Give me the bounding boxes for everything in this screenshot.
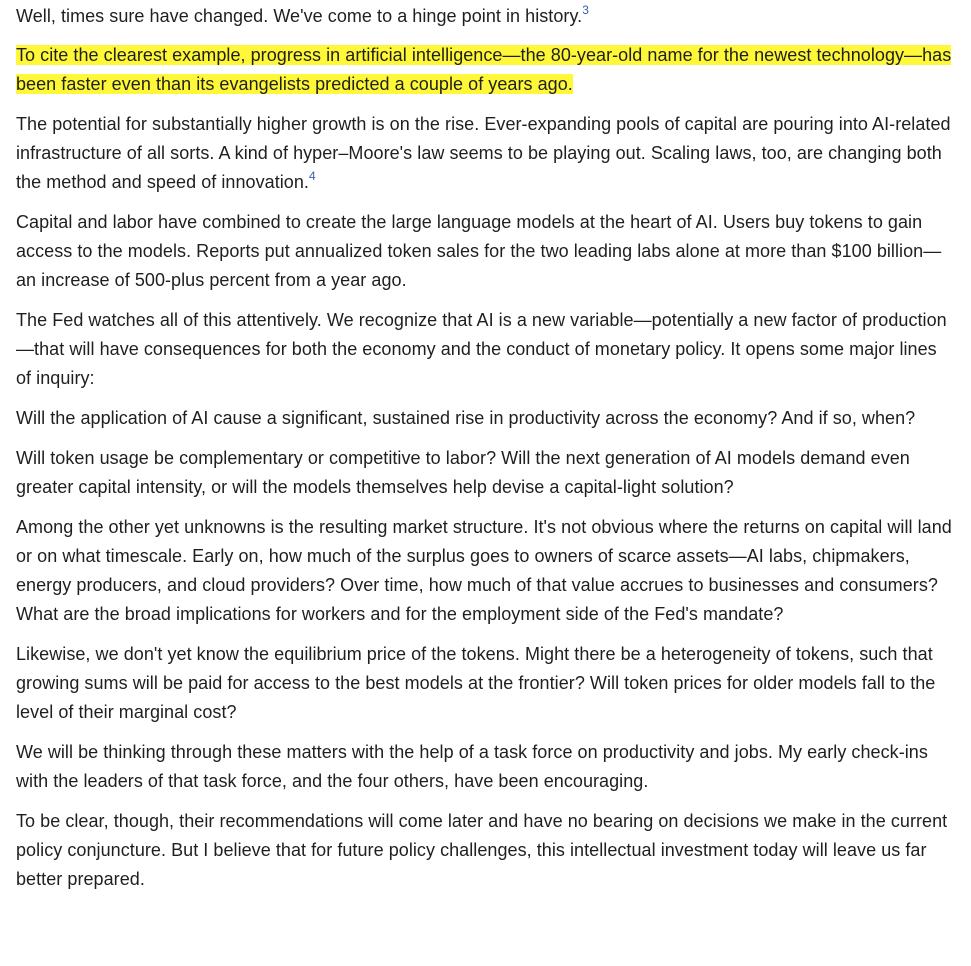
highlighted-text: To cite the clearest example, progress in artificial intelligence—the 80-year-old name for the newest technology—has been faster even than its evangelists predicted a couple of years ago. — [16, 45, 952, 94]
paragraph-capital-labor: Capital and labor have combined to create the large language models at the heart of AI. Users buy tokens to gain access to the models. Reports put annualized token sales for the two leading labs alone at more than $100 billion—an increase of 500-plus percent from a year ago. — [16, 212, 942, 290]
paragraph-hinge-point — [16, 2, 954, 31]
footnote-link[interactable]: 3 — [582, 3, 589, 17]
paragraph-text: The potential for substantially higher growth is on the rise. Ever-expanding pools of capital are pouring into AI-related infrastructure of all sorts. A kind of hyper–Moore's law seems to be playing out. Scaling laws, too, are changing both the method and speed of innovation. — [16, 114, 951, 192]
paragraph-highlighted — [16, 41, 954, 99]
paragraph-text: Well, times sure have changed. We've come to a hinge point in history. — [16, 6, 583, 26]
paragraph-task-force: We will be thinking through these matters with the help of a task force on productivity and jobs. My early check-ins with the leaders of that task force, and the four others, have been encouraging. — [16, 742, 928, 791]
paragraph-productivity-question: Will the application of AI cause a significant, sustained rise in productivity across the economy? And if so, when? — [16, 408, 916, 428]
paragraph-market-structure: Among the other yet unknowns is the resulting market structure. It's not obvious where the returns on capital will land or on what timescale. Early on, how much of the surplus goes to owners of scarce assets—AI labs, chipmakers, energy producers, and cloud providers? Over time, how much of that value accrues to businesses and consumers? What are the broad implications for workers and for the employment side of the Fed's mandate? — [16, 517, 952, 624]
paragraph-recommendations: To be clear, though, their recommendations will come later and have no bearing on decisions we make in the current policy conjuncture. But I believe that for future policy challenges, this intellectual investment today will leave us far better prepared. — [16, 811, 948, 889]
paragraph-token-usage-question: Will token usage be complementary or competitive to labor? Will the next generation of AI models demand even greater capital intensity, or will the models themselves help devise a capital-light solution? — [16, 448, 910, 497]
paragraph-fed-watches: The Fed watches all of this attentively. We recognize that AI is a new variable—potentially a new factor of production—that will have consequences for both the economy and the conduct of monetary policy. It opens some major lines of inquiry: — [16, 310, 947, 388]
footnote-link[interactable]: 4 — [308, 169, 316, 183]
paragraph-token-price: Likewise, we don't yet know the equilibrium price of the tokens. Might there be a heterogeneity of tokens, such that growing sums will be paid for access to the best models at the frontier? Will token prices for older models fall to the level of their marginal cost? — [16, 644, 936, 722]
paragraph-growth — [16, 110, 954, 197]
